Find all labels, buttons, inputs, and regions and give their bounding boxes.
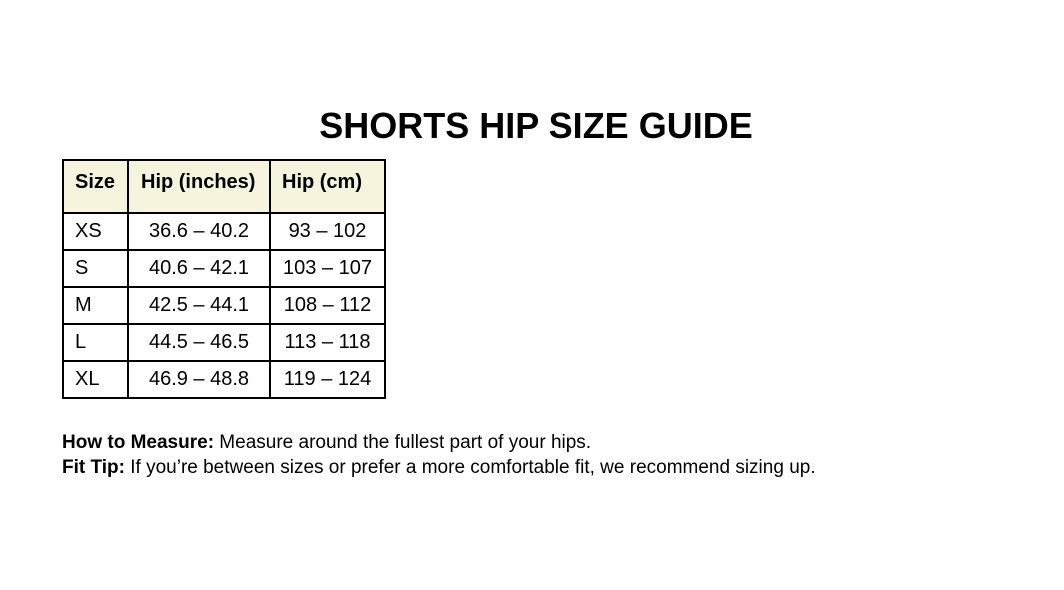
size-cell: M [63, 287, 128, 324]
size-cell: L [63, 324, 128, 361]
measurement-notes [62, 430, 816, 480]
how-to-measure-label: How to Measure: [62, 432, 215, 453]
hip-cm-cell: 93 – 102 [270, 213, 385, 250]
table-header [63, 160, 385, 213]
table-row [63, 361, 385, 398]
hip-inches-cell: 36.6 – 40.2 [128, 213, 270, 250]
table-row [63, 213, 385, 250]
hip-inches-cell: 42.5 – 44.1 [128, 287, 270, 324]
page-title: SHORTS HIP SIZE GUIDE [319, 105, 753, 146]
hip-cm-cell: 113 – 118 [270, 324, 385, 361]
table-body [63, 213, 385, 398]
hip-inches-cell: 44.5 – 46.5 [128, 324, 270, 361]
hip-inches-cell: 46.9 – 48.8 [128, 361, 270, 398]
table-row [63, 250, 385, 287]
fit-tip-label: Fit Tip: [62, 457, 125, 478]
table-header-row [63, 160, 385, 213]
size-cell: XL [63, 361, 128, 398]
how-to-measure-text: Measure around the fullest part of your hips. [214, 432, 592, 453]
how-to-measure-note [62, 430, 816, 455]
size-cell: S [63, 250, 128, 287]
hip-cm-cell: 119 – 124 [270, 361, 385, 398]
fit-tip-note [62, 455, 816, 480]
hip-cm-cell: 103 – 107 [270, 250, 385, 287]
table-row [63, 287, 385, 324]
column-header-hip-cm: Hip (cm) [270, 160, 385, 213]
column-header-size: Size [63, 160, 128, 213]
table-row [63, 324, 385, 361]
size-table [62, 159, 386, 399]
hip-inches-cell: 40.6 – 42.1 [128, 250, 270, 287]
column-header-hip-inches: Hip (inches) [128, 160, 270, 213]
hip-cm-cell: 108 – 112 [270, 287, 385, 324]
fit-tip-text: If you’re between sizes or prefer a more comfortable fit, we recommend sizing up. [124, 457, 816, 478]
size-cell: XS [63, 213, 128, 250]
